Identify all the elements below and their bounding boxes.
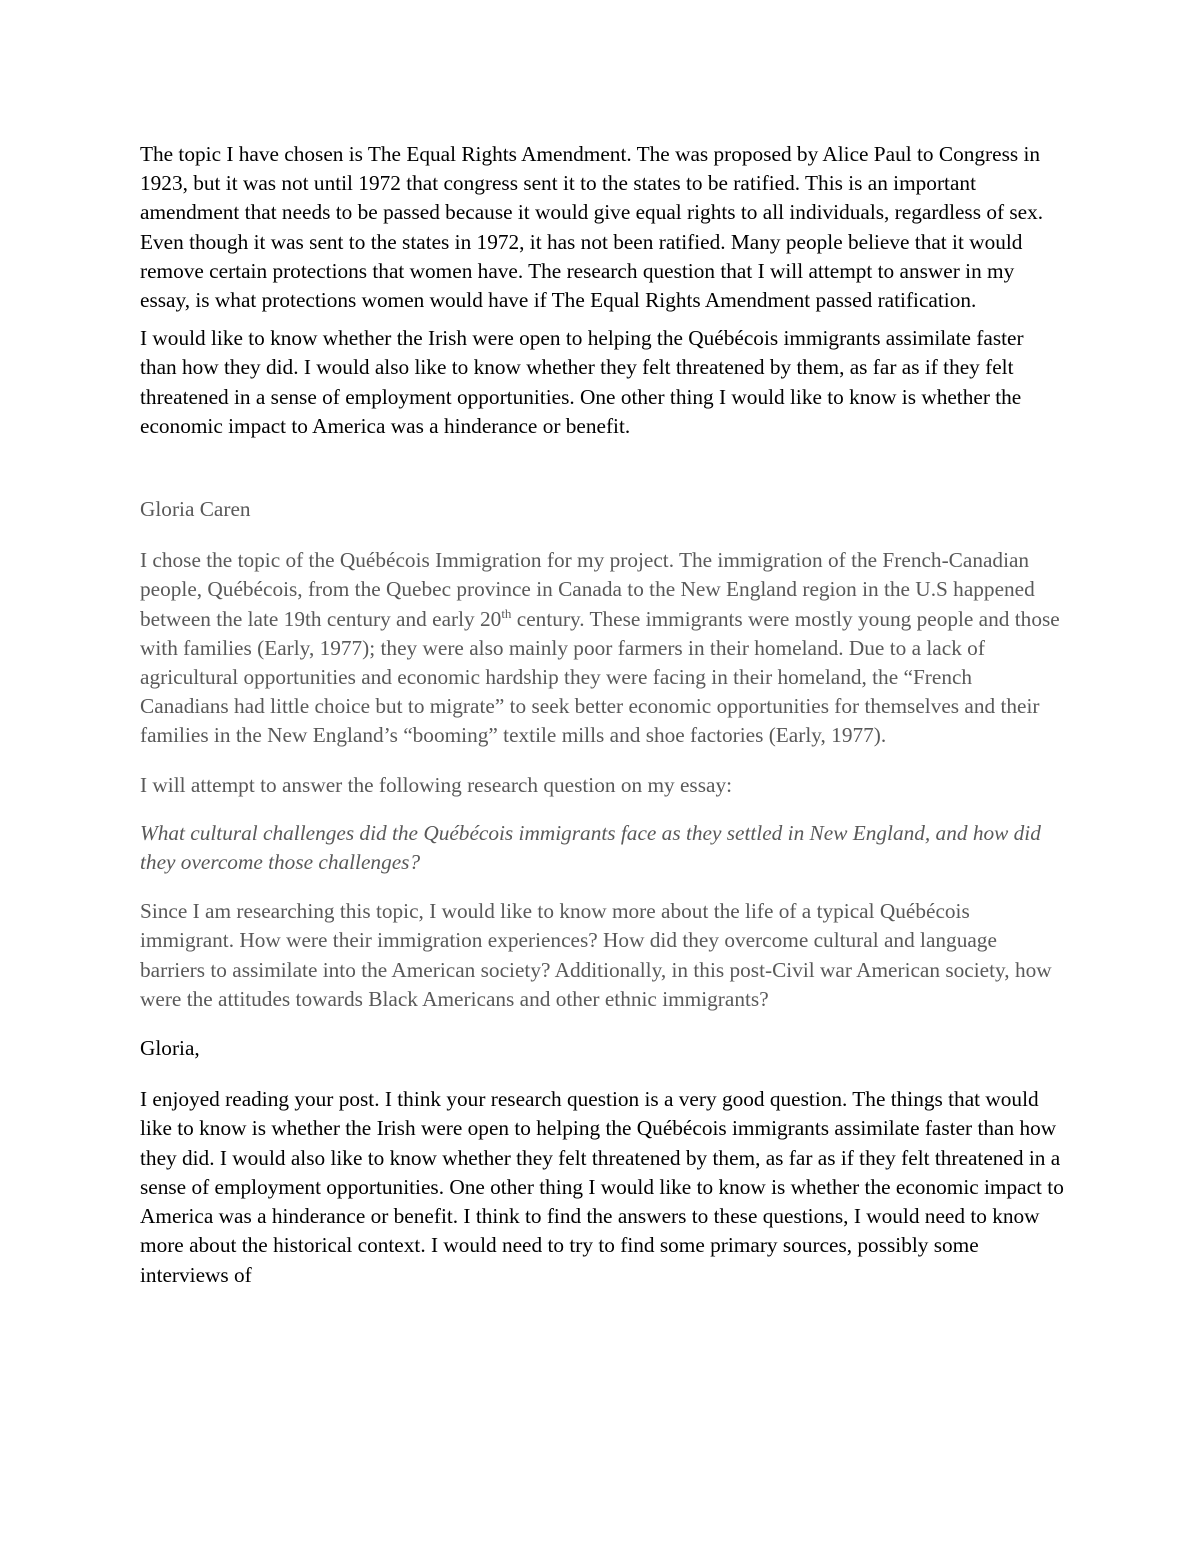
reply-salutation: Gloria, xyxy=(140,1036,200,1061)
post-topic-paragraph xyxy=(140,546,1065,750)
ordinal-superscript: th xyxy=(501,605,512,621)
post-author-name: Gloria Caren xyxy=(140,497,251,522)
post-research-intro: I will attempt to answer the following research question on my essay: xyxy=(140,772,733,797)
reply-paragraph: I enjoyed reading your post. I think your research question is a very good question. The things that would like to know is whether the Irish were open to helping the Québécois immigrants assimilate faster than how they did. I would also like to know whether they felt threatened by them, as far as if they felt threatened in a sense of employment opportunities. One other thing I would like to know is whether the economic impact to America was a hinderance or benefit. I think to find the answers to these questions, I would need to know more about the historical context. I would need to try to find some primary sources, possibly some interviews of xyxy=(140,1087,1064,1287)
post-research-question: What cultural challenges did the Québécois immigrants face as they settled in New England, and how did they overcome those challenges? xyxy=(140,820,1041,875)
post-topic-text-start: I chose the topic of the Québécois Immigration for my project. The immigration of the French-Canadian people, Québécois, from the Quebec province in Canada to the New England region in the U.S happened between the late 19th century and early 20 xyxy=(140,548,1035,631)
document-body xyxy=(140,140,1065,1290)
questions-paragraph: I would like to know whether the Irish were open to helping the Québécois immigrants assimilate faster than how they did. I would also like to know whether they felt threatened by them, as far as if they felt threatened in a sense of employment opportunities. One other thing I would like to know is whether the economic impact to America was a hinderance or benefit. xyxy=(140,326,1024,438)
post-topic-text-end: century. These immigrants were mostly young people and those with families (Early, 1977); they were also mainly poor farmers in their homeland. Due to a lack of agricultural opportunities and economic hardship they were facing in their homeland, the “French Canadians had little choice but to migrate” to seek better economic opportunities for themselves and their families in the New England’s “booming” textile mills and shoe factories (Early, 1977). xyxy=(140,606,1060,748)
topic-paragraph: The topic I have chosen is The Equal Rights Amendment. The was proposed by Alice Paul to Congress in 1923, but it was not until 1972 that congress sent it to the states to be ratified. This is an important amendment that needs to be passed because it would give equal rights to all individuals, regardless of sex. Even though it was sent to the states in 1972, it has not been ratified. Many people believe that it would remove certain protections that women have. The research question that I will attempt to answer in my essay, is what protections women would have if The Equal Rights Amendment passed ratification. xyxy=(140,142,1044,313)
post-interests-paragraph: Since I am researching this topic, I would like to know more about the life of a typical Québécois immigrant. How were their immigration experiences? How did they overcome cultural and language barriers to assimilate into the American society? Additionally, in this post-Civil war American society, how were the attitudes towards Black Americans and other ethnic immigrants? xyxy=(140,899,1052,1011)
